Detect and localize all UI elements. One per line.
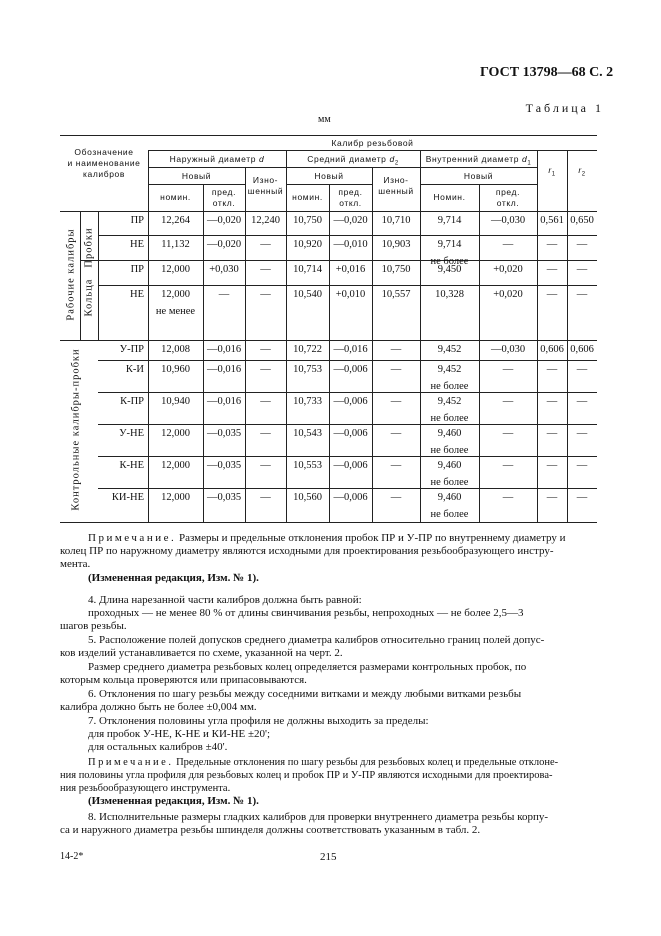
cell-name: У-НЕ <box>119 428 144 439</box>
cell-o1: 12,000 <box>161 460 190 471</box>
table-number: Таблица 1 <box>525 101 604 115</box>
cell-i2: — <box>502 239 514 250</box>
calibre-table <box>60 135 597 523</box>
edit-note-1: (Измененная редакция, Изм. № 1). <box>88 572 259 584</box>
cell-o1: 12,000 <box>161 264 190 275</box>
cell-o3: 12,240 <box>251 215 280 226</box>
cell-m2: —0,006 <box>333 428 368 439</box>
cell-name: НЕ <box>130 289 144 300</box>
cell-limit-note: не более <box>430 509 469 520</box>
cell-r2: — <box>576 364 588 375</box>
cell-r1: — <box>546 428 558 439</box>
cell-name: КИ-НЕ <box>111 492 144 503</box>
unit-label: мм <box>318 114 331 125</box>
cell-limit-note: не более <box>430 381 469 392</box>
cell-m3: 10,903 <box>381 239 411 250</box>
cell-m1: 10,553 <box>293 460 322 471</box>
cell-o3: — <box>260 344 271 355</box>
group-working-calibres: Рабочие калибры <box>65 228 77 321</box>
cell-o2: —0,016 <box>206 396 242 407</box>
cell-m3: — <box>390 460 402 471</box>
cell-name: К-НЕ <box>119 460 144 471</box>
cell-o2: — <box>218 289 230 300</box>
cell-i1: 9,714 <box>437 239 462 250</box>
cell-o2: —0,016 <box>206 344 242 355</box>
page-header: ГОСТ 13798—68 С. 2 <box>480 65 614 80</box>
cell-o2: —0,016 <box>206 364 242 375</box>
mid-dev-header: пред. откл. <box>338 187 363 208</box>
cell-m1: 10,753 <box>293 364 322 375</box>
cell-o2: +0,030 <box>209 264 239 275</box>
cell-o3: — <box>260 239 271 250</box>
cell-r2: — <box>576 428 588 439</box>
cell-m1: 10,750 <box>293 215 322 226</box>
group-control-plugs: Контрольные калибры-пробки <box>70 348 82 511</box>
paragraph-4: 4. Длина нарезанной части калибров должна быть равной: проходных — не менее 80 % от длины свинчивания резьбы, непроходных — не более 2,5—3 шагов резьбы. <box>60 594 524 632</box>
cell-i1: 9,450 <box>437 264 462 275</box>
cell-i2: —0,030 <box>490 215 526 226</box>
r2-header: $r_2$ <box>578 165 586 178</box>
mid-nom-header: номин. <box>292 192 323 202</box>
cell-o3: — <box>260 364 271 375</box>
cell-r2: — <box>576 264 588 275</box>
cell-m3: 10,557 <box>381 289 411 300</box>
group-rings: Кольца <box>83 278 95 317</box>
cell-m2: —0,010 <box>333 239 368 250</box>
cell-m1: 10,543 <box>293 428 322 439</box>
cell-limit-note: не более <box>430 445 469 456</box>
cell-r2: — <box>576 239 588 250</box>
cell-m3: — <box>390 364 402 375</box>
cell-o1: 11,132 <box>161 239 190 250</box>
cell-o1: 12,008 <box>161 344 190 355</box>
cell-o1: 10,940 <box>161 396 190 407</box>
cell-i1: 10,328 <box>435 289 464 300</box>
cell-r2: — <box>576 460 588 471</box>
mid-worn-header: Изно- шенный <box>378 175 414 196</box>
cell-m3: 10,750 <box>381 264 411 275</box>
cell-name: У-ПР <box>119 344 144 355</box>
cell-o1: 10,960 <box>161 364 190 375</box>
cell-m2: —0,016 <box>333 344 368 355</box>
footer-mark: 14-2* <box>60 851 84 862</box>
paragraph-5: 5. Расположение полей допусков среднего диаметра калибров относительно границ полей допус- ков изделий устанавливается по схеме, указанной на черт. 2. <box>60 634 545 659</box>
cell-r2: — <box>576 492 588 503</box>
cell-m3: 10,710 <box>381 215 411 226</box>
cell-o1: 12,000 <box>161 289 190 300</box>
cell-r1: — <box>546 396 558 407</box>
cell-m2: +0,010 <box>335 289 366 300</box>
cell-m2: +0,016 <box>335 264 366 275</box>
cell-i2: — <box>502 492 514 503</box>
outer-nom-header: номин. <box>160 192 191 202</box>
cell-r1: — <box>546 460 558 471</box>
cell-i2: +0,020 <box>493 264 523 275</box>
cell-m3: — <box>390 492 402 503</box>
cell-i1: 9,452 <box>437 344 462 355</box>
outer-dev-header: пред. откл. <box>211 187 237 208</box>
cell-o3: — <box>260 264 271 275</box>
cell-name: К-ПР <box>120 396 144 407</box>
r1-header: $r_1$ <box>548 165 556 178</box>
cell-o3: — <box>260 428 271 439</box>
cell-m1: 10,733 <box>293 396 322 407</box>
cell-o2: —0,020 <box>206 215 242 226</box>
cell-i2: +0,020 <box>493 289 523 300</box>
cell-m3: — <box>390 396 402 407</box>
cell-r2: 0,650 <box>570 215 594 226</box>
cell-i1: 9,460 <box>437 492 462 503</box>
cell-limit-note: не более <box>430 477 469 488</box>
inner-dev-header: пред. откл. <box>495 187 521 208</box>
note-1: Примечание. Размеры и предельные отклонения пробок ПР и У-ПР по внутреннему диаметру и колец ПР по наружному диаметру являются исходными для проектирования резьбообразующего инстру- мента. <box>60 532 566 570</box>
cell-o1: 12,264 <box>161 215 190 226</box>
cell-m1: 10,540 <box>293 289 322 300</box>
cell-r2: 0,606 <box>570 344 594 355</box>
mid-new-header: Новый <box>314 171 344 181</box>
cell-i2: — <box>502 460 514 471</box>
outer-new-header: Новый <box>181 171 212 181</box>
cell-i2: —0,030 <box>490 344 526 355</box>
cell-m2: —0,020 <box>333 215 368 226</box>
cell-i1: 9,714 <box>437 215 462 226</box>
cell-name: ПР <box>130 215 144 226</box>
inner-new-header: Новый <box>463 171 494 181</box>
cell-limit-note: не более <box>430 413 469 424</box>
cell-o3: — <box>260 396 271 407</box>
cell-i1: 9,452 <box>437 396 462 407</box>
cell-i2: — <box>502 396 514 407</box>
mid-diameter-header: Средний диаметр $d_2$ <box>307 154 399 167</box>
note-2: Примечание. Предельные отклонения по шагу резьбы для резьбовых колец и предельные отклоне- ния половины угла профиля для резьбовых колец и пробок ПР и У-ПР являются исходными для проектирова- ния резьбообразующего инструмента. <box>60 757 559 794</box>
cell-i1: 9,460 <box>437 460 462 471</box>
cell-i1: 9,452 <box>437 364 462 375</box>
cell-r2: — <box>576 396 588 407</box>
cell-limit-note: не менее <box>155 306 196 317</box>
cell-m2: —0,006 <box>333 492 368 503</box>
kalibr-header: Калибр резьбовой <box>331 138 414 148</box>
cell-m3: — <box>390 344 402 355</box>
cell-i2: — <box>502 428 514 439</box>
group-plugs: Пробки <box>83 227 95 268</box>
cell-m1: 10,722 <box>293 344 322 355</box>
designation-header: Обозначение и наименование калибров <box>67 147 141 179</box>
paragraph-6: 6. Отклонения по шагу резьбы между соседними витками и между любыми витками резьбы калибра должно быть не более ±0,004 мм. <box>60 688 522 713</box>
cell-name: К-И <box>125 364 144 375</box>
cell-o2: —0,035 <box>206 492 242 503</box>
cell-o2: —0,035 <box>206 428 242 439</box>
cell-r1: 0,561 <box>540 215 564 226</box>
outer-worn-header: Изно- шенный <box>247 175 284 196</box>
edit-note-2: (Измененная редакция, Изм. № 1). <box>88 795 259 807</box>
cell-o3: — <box>260 289 271 300</box>
inner-nom-header: Номин. <box>433 192 466 202</box>
cell-i1: 9,460 <box>437 428 462 439</box>
cell-m1: 10,920 <box>293 239 322 250</box>
cell-m2: —0,006 <box>333 364 368 375</box>
cell-name: ПР <box>130 264 144 275</box>
cell-r1: 0,606 <box>540 344 564 355</box>
cell-limit-note: не более <box>430 256 469 267</box>
cell-o2: —0,020 <box>206 239 242 250</box>
cell-r1: — <box>546 289 558 300</box>
paragraph-7: 7. Отклонения половины угла профиля не должны выходить за пределы: для пробок У-НЕ, К-НЕ и КИ-НЕ ±20'; для остальных калибров ±40'. <box>88 715 429 753</box>
cell-o1: 12,000 <box>161 492 190 503</box>
cell-m1: 10,560 <box>293 492 322 503</box>
inner-diameter-header: Внутренний диаметр $d_1$ <box>425 154 532 167</box>
cell-o3: — <box>260 460 271 471</box>
cell-o1: 12,000 <box>161 428 190 439</box>
cell-r1: — <box>546 492 558 503</box>
cell-r1: — <box>546 239 558 250</box>
page-number: 215 <box>320 851 337 863</box>
cell-o2: —0,035 <box>206 460 242 471</box>
cell-m1: 10,714 <box>293 264 322 275</box>
cell-o3: — <box>260 492 271 503</box>
cell-r1: — <box>546 364 558 375</box>
cell-name: НЕ <box>130 239 144 250</box>
cell-i2: — <box>502 364 514 375</box>
cell-m2: —0,006 <box>333 396 368 407</box>
cell-r1: — <box>546 264 558 275</box>
cell-m3: — <box>390 428 402 439</box>
cell-m2: —0,006 <box>333 460 368 471</box>
cell-r2: — <box>576 289 588 300</box>
outer-diameter-header: Наружный диаметр d <box>169 154 265 164</box>
paragraph-5b: Размер среднего диаметра резьбовых колец определяется размерами контрольных пробок, по которым кольца проверяются или припасовываются. <box>60 661 527 686</box>
paragraph-8: 8. Исполнительные размеры гладких калибров для проверки внутреннего диаметра резьбы корпу- са и наружного диаметра резьбы шпинделя должны соответствовать указанным в табл. 2. <box>60 811 549 836</box>
